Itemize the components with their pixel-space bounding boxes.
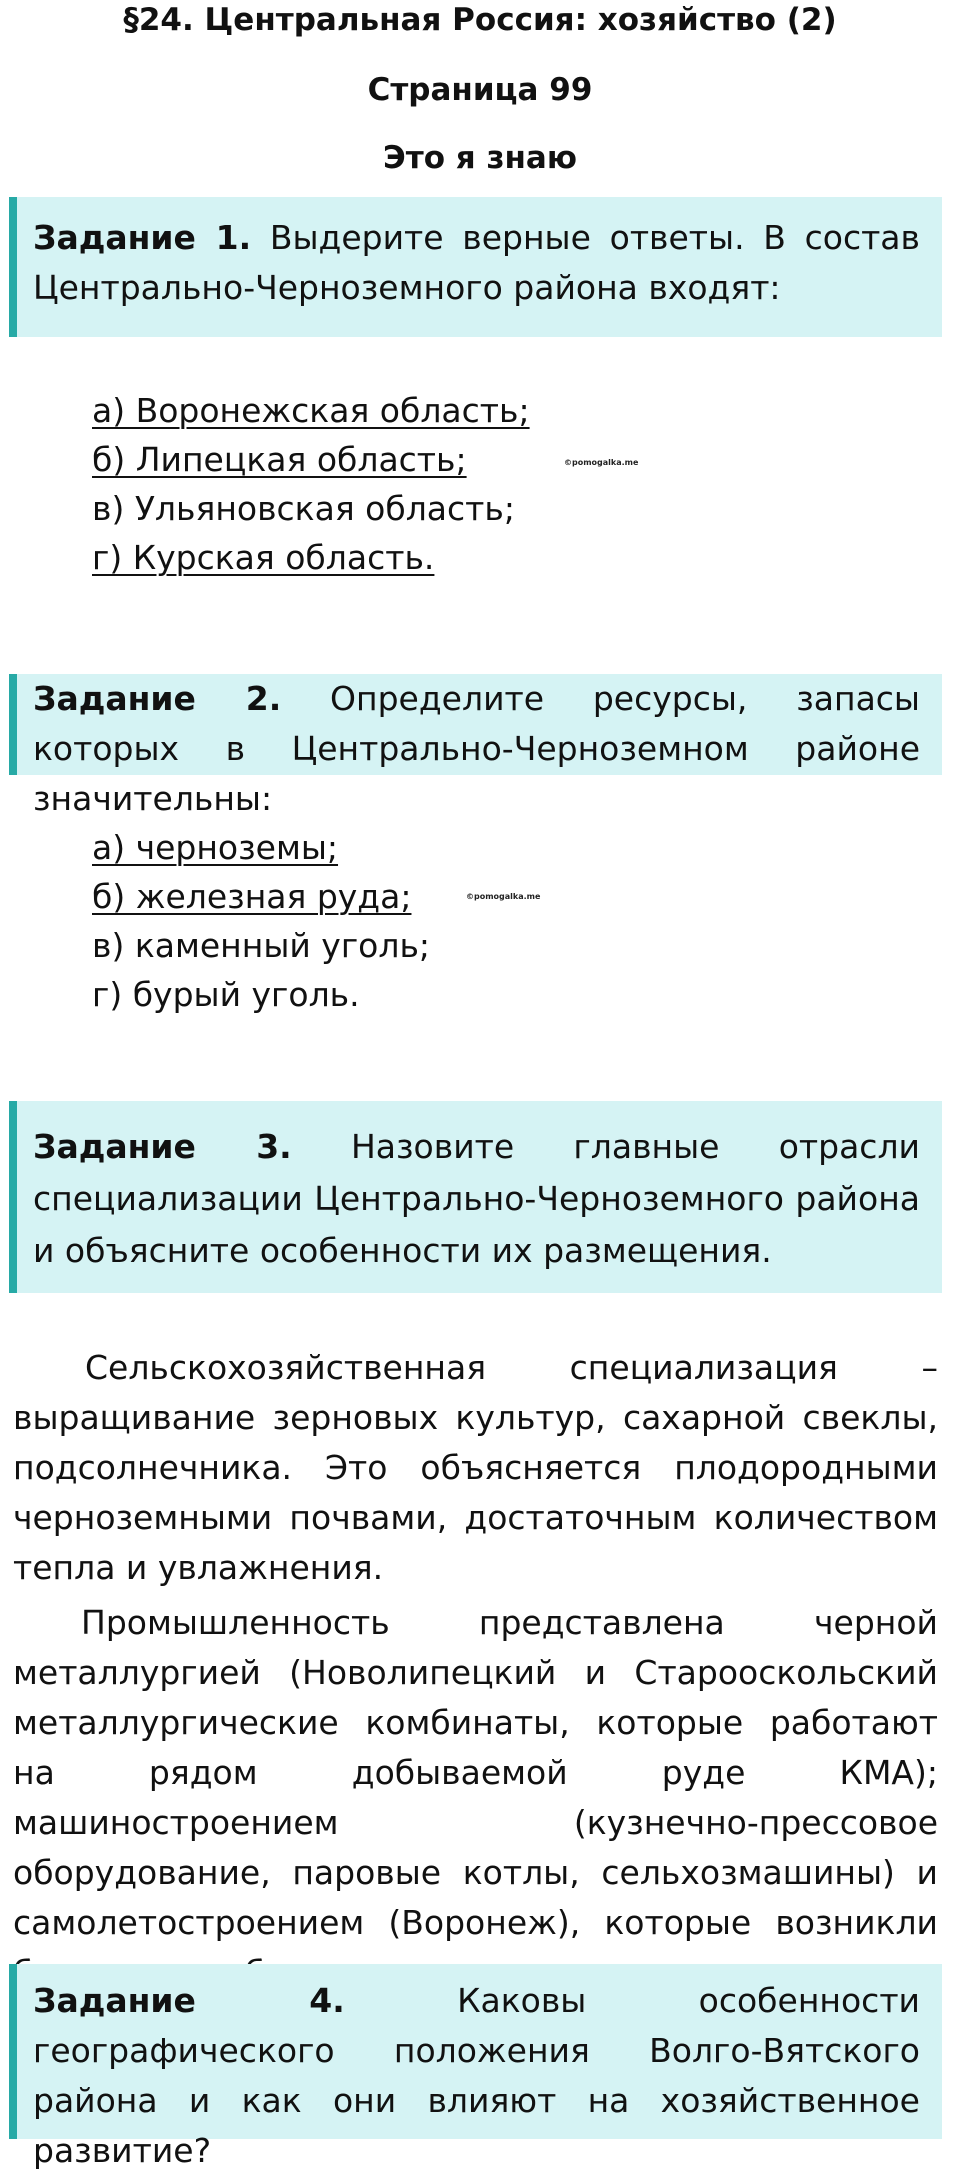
- answer-list: [92, 823, 430, 1019]
- answer-item: г) Курская область.: [92, 538, 435, 577]
- task-text: Каковы особенности географического положения Волго-Вятского района и как они влияют на хозяйственное развитие?: [33, 1981, 920, 2170]
- answer-item: г) бурый уголь.: [92, 975, 360, 1014]
- watermark: ©pomogalka.me: [564, 458, 639, 467]
- watermark: ©pomogalka.me: [466, 892, 541, 901]
- task-2: [9, 674, 942, 818]
- answer-paragraph: Промышленность представлена черной металлургией (Новолипецкий и Старооскольский металлургические комбинаты, которые работают на рядом добываемой руде КМА); машиностроением (кузнечно-прессовое оборудование, паровые котлы, сельхозмашины) и самолетостроением (Воронеж), которые возникли: [13, 1603, 938, 1942]
- answer-item: а) черноземы;: [92, 828, 339, 867]
- section-heading: Это я знаю: [383, 140, 577, 176]
- answer-item: а) Воронежская область;: [92, 391, 530, 430]
- answer-item: б) железная руда;: [92, 877, 412, 916]
- answer-item: б) Липецкая область;: [92, 440, 467, 479]
- task-label: Задание 3.: [33, 1127, 292, 1166]
- task-4: [9, 1964, 942, 2170]
- task-text: Назовите главные отрасли специализации Центрально-Черноземного района и объясните особенности их размещения.: [33, 1127, 920, 1270]
- page-title: §24. Центральная Россия: хозяйство (2): [123, 2, 837, 38]
- page-number: Страница 99: [367, 72, 593, 108]
- task-label: Задание 2.: [33, 679, 282, 718]
- answer-item: в) каменный уголь;: [92, 926, 431, 965]
- task-1: [9, 197, 942, 337]
- task-text: Выдерите верные ответы. В состав Центрально-Черноземного района входят:: [33, 218, 920, 307]
- task-label: Задание 4.: [33, 1981, 345, 2020]
- answer-paragraph: Сельскохозяйственная специализация – выращивание зерновых культур, сахарной свеклы, подсолнечника. Это объясняется плодородными черноземными почвами, достаточным количеством тепла и увлажнения.: [13, 1348, 938, 1587]
- task-label: Задание 1.: [33, 218, 252, 257]
- task-3: [9, 1101, 942, 1293]
- answer-list: [92, 386, 530, 582]
- answer-item: в) Ульяновская область;: [92, 489, 515, 528]
- task-text: Определите ресурсы, запасы которых в Центрально-Черноземном районе значительны:: [33, 679, 920, 818]
